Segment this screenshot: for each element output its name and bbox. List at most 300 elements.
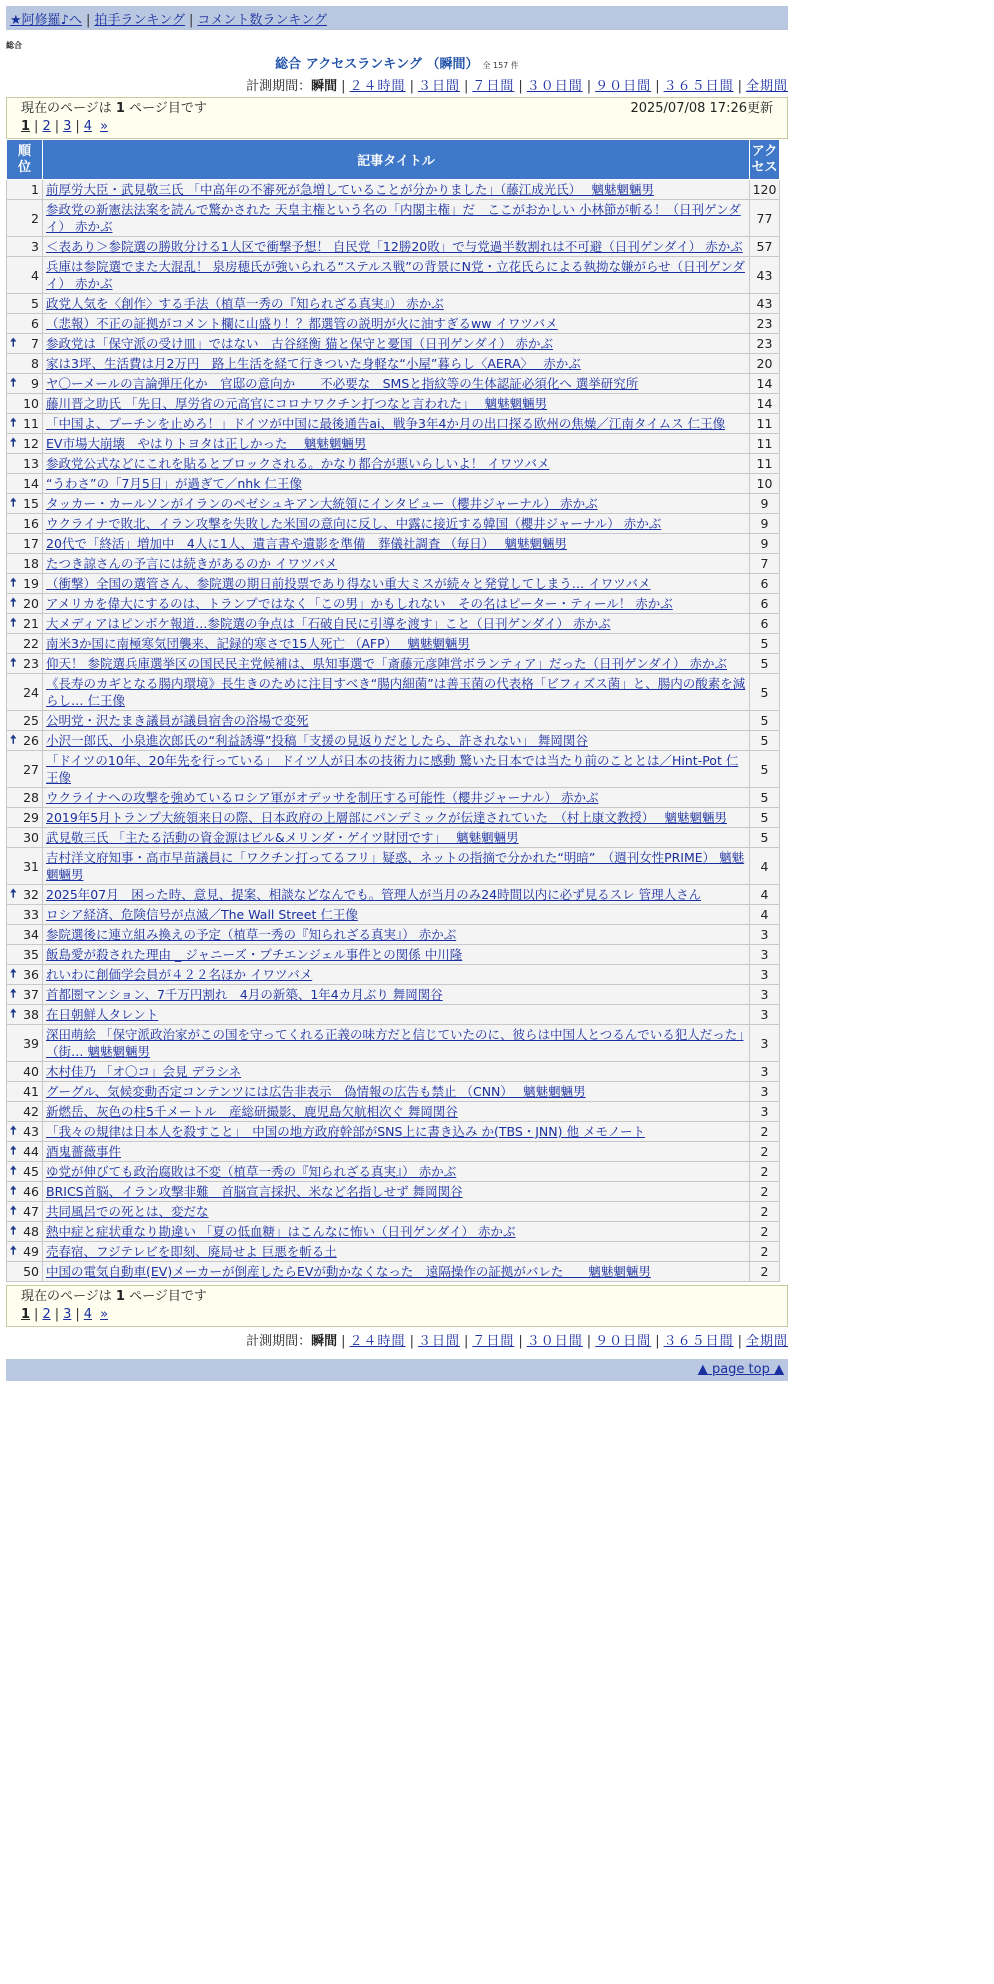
- table-row: [7, 848, 780, 885]
- title-cell: [43, 788, 750, 808]
- title-cell: [43, 925, 750, 945]
- rank-number: 6: [31, 316, 39, 331]
- table-row: [7, 474, 780, 494]
- rank-number: 34: [23, 927, 39, 942]
- rank-number: 21: [23, 616, 39, 631]
- rank-number: 49: [23, 1244, 39, 1259]
- page-link[interactable]: 3: [63, 1307, 72, 1322]
- period-link[interactable]: ３０日間: [526, 79, 583, 94]
- table-row: [7, 374, 780, 394]
- table-row: [7, 1102, 780, 1122]
- page-link[interactable]: »: [100, 1307, 109, 1322]
- period-current: 瞬間: [311, 1334, 338, 1349]
- article-link[interactable]: 新燃岳、灰色の柱5千メートル 産総研撮影、鹿児島欠航相次ぐ 舞岡関谷: [46, 1104, 458, 1119]
- article-link[interactable]: ロシア経済、危険信号が点滅／The Wall Street 仁王像: [46, 907, 358, 922]
- title-cell: [43, 965, 750, 985]
- period-link[interactable]: ３日間: [417, 1334, 460, 1349]
- access-count: 6: [750, 614, 780, 634]
- table-row: [7, 514, 780, 534]
- table-row: [7, 1122, 780, 1142]
- table-row: [7, 905, 780, 925]
- title-cell: [43, 1062, 750, 1082]
- article-link[interactable]: ウクライナへの攻撃を強めているロシア軍がオデッサを制圧する可能性（櫻井ジャーナル） 赤かぶ: [46, 790, 599, 805]
- rank-cell: [7, 965, 43, 985]
- article-link[interactable]: アメリカを偉大にするのは、トランプではなく「この男」かもしれない その名はピーター・ティール！ 赤かぶ: [46, 596, 673, 611]
- table-row: [7, 554, 780, 574]
- period-current: 瞬間: [311, 79, 338, 94]
- rank-cell: [7, 828, 43, 848]
- title-cell: [43, 414, 750, 434]
- access-count: 2: [750, 1162, 780, 1182]
- table-row: [7, 394, 780, 414]
- access-count: 2: [750, 1202, 780, 1222]
- article-link[interactable]: 仰天！ 参院選兵庫選挙区の国民民主党候補は、県知事選で「斎藤元彦陣営ボランティア」だった（日刊ゲンダイ） 赤かぶ: [46, 656, 727, 671]
- article-link[interactable]: 藤川晋之助氏 「先日、厚労省の元高官にコロナワクチン打つなと言われた」 魑魅魍魎男: [46, 396, 548, 411]
- rank-cell: [7, 674, 43, 711]
- access-count: 5: [750, 634, 780, 654]
- rank-number: 18: [23, 556, 39, 571]
- article-link[interactable]: タッカー・カールソンがイランのペゼシュキアン大統領にインタビュー（櫻井ジャーナル） 赤かぶ: [46, 496, 598, 511]
- rank-number: 2: [31, 210, 39, 226]
- rank-cell: [7, 334, 43, 354]
- rank-number: 4: [31, 267, 39, 283]
- title-cell: [43, 1202, 750, 1222]
- access-count: 9: [750, 494, 780, 514]
- title-cell: [43, 394, 750, 414]
- table-row: [7, 751, 780, 788]
- period-link[interactable]: ９０日間: [595, 1334, 652, 1349]
- table-row: [7, 711, 780, 731]
- rank-cell: [7, 354, 43, 374]
- article-link[interactable]: 《長寿のカギとなる腸内環境》長生きのために注目すべき“腸内細菌”は善玉菌の代表格「ビフィズス菌」と、腸内の酸素を減らし… 仁王像: [46, 676, 746, 708]
- period-selector-bottom: 計測期間：瞬間 | ２４時間 | ３日間 | ７日間 | ３０日間 | ９０日間 | ３６５日間 | 全期間: [246, 1334, 788, 1349]
- rank-cell: [7, 494, 43, 514]
- article-link[interactable]: 大メディアはピンボケ報道…参院選の争点は「石破自民に引導を渡す」こと（日刊ゲンダイ） 赤かぶ: [46, 616, 611, 631]
- article-link[interactable]: 兵庫は参院選でまた大混乱！ 泉房穂氏が強いられる“ステルス戦”の背景にN党・立花氏らによる執拗な嫌がらせ（日刊ゲンダイ） 赤かぶ: [46, 259, 745, 291]
- rank-number: 13: [23, 456, 39, 471]
- access-count: 14: [750, 394, 780, 414]
- title-cell: [43, 885, 750, 905]
- title-cell: [43, 1122, 750, 1142]
- rank-cell: [7, 614, 43, 634]
- article-link[interactable]: ゆ党が伸びても政治腐敗は不変（植草一秀の『知られざる真実』） 赤かぶ: [46, 1164, 457, 1179]
- title-cell: [43, 945, 750, 965]
- article-link[interactable]: 在日朝鮮人タレント: [46, 1007, 159, 1022]
- period-link[interactable]: ３日間: [417, 79, 460, 94]
- rank-cell: [7, 731, 43, 751]
- page-status-row: [21, 100, 773, 118]
- article-link[interactable]: 公明党・沢たまき議員が議員宿舎の浴場で変死: [46, 713, 309, 728]
- article-link[interactable]: 南米3か国に南極寒気団襲来、記録的寒さで15人死亡 （AFP） 魑魅魍魎男: [46, 636, 470, 651]
- rank-cell: [7, 1005, 43, 1025]
- up-arrow-icon: 🠅: [10, 435, 17, 449]
- rank-number: 25: [23, 713, 39, 728]
- rank-number: 27: [23, 761, 39, 777]
- table-row: [7, 1025, 780, 1062]
- access-count: 10: [750, 474, 780, 494]
- period-label: 計測期間：: [246, 1334, 312, 1349]
- article-link[interactable]: 吉村洋文府知事・高市早苗議員に「ワクチン打ってるフリ」疑惑、ネットの指摘で分かれた“明暗” （週刊女性PRIME） 魑魅魍魎男: [46, 850, 745, 882]
- article-link[interactable]: 中国の電気自動車(EV)メーカーが倒産したらEVが動かなくなった 遠隔操作の証拠がバレた 魑魅魍魎男: [46, 1264, 651, 1279]
- title-cell: [43, 1025, 750, 1062]
- up-arrow-icon: 🠅: [10, 986, 17, 1000]
- article-link[interactable]: 「我々の規律は日本人を殺すこと」 中国の地方政府幹部がSNS上に書き込み か(TBS・JNN) 他 メモノート: [46, 1124, 645, 1139]
- article-link[interactable]: 家は3坪、生活費は月2万円 路上生活を経て行きついた身軽な“小屋”暮らし〈AERA〉 赤かぶ: [46, 356, 581, 371]
- access-count: 77: [750, 200, 780, 237]
- rank-number: 16: [23, 516, 39, 531]
- updated-timestamp: 2025/07/08 17:26更新: [630, 101, 773, 116]
- up-arrow-icon: 🠅: [10, 655, 17, 669]
- table-row: [7, 594, 780, 614]
- table-row: [7, 885, 780, 905]
- title-cell: [43, 1222, 750, 1242]
- access-count: 2: [750, 1142, 780, 1162]
- page-link[interactable]: 4: [83, 119, 93, 134]
- up-arrow-icon: 🠅: [10, 1143, 17, 1157]
- article-link[interactable]: グーグル、気候変動否定コンテンツには広告非表示 偽情報の広告も禁止 （CNN） 魑魅魍魎男: [46, 1084, 586, 1099]
- article-link[interactable]: 2025年07月 困った時、意見、提案、相談などなんでも。管理人が当月のみ24時間以内に必ず見るスレ 管理人さん: [46, 887, 702, 902]
- table-row: [7, 1242, 780, 1262]
- rank-number: 5: [31, 296, 39, 311]
- rank-number: 40: [23, 1064, 39, 1079]
- rank-number: 8: [31, 356, 39, 371]
- rank-number: 26: [23, 733, 39, 748]
- title-cell: [43, 594, 750, 614]
- rank-cell: [7, 534, 43, 554]
- up-arrow-icon: 🠅: [10, 595, 17, 609]
- rank-number: 35: [23, 947, 39, 962]
- rank-cell: [7, 1102, 43, 1122]
- rank-number: 42: [23, 1104, 39, 1119]
- page-status: 現在のページは 1 ページ目です: [21, 101, 207, 116]
- rank-cell: [7, 788, 43, 808]
- article-link[interactable]: ヤ〇ーメールの言論弾圧化か 官邸の意向か 不必要な SMSと指紋等の生体認証必須化へ 選挙研究所: [46, 376, 639, 391]
- table-row: [7, 985, 780, 1005]
- page-link[interactable]: »: [100, 119, 109, 134]
- table-row: [7, 257, 780, 294]
- rank-number: 31: [23, 858, 39, 874]
- rank-cell: [7, 474, 43, 494]
- article-link[interactable]: 参院選後に連立組み換えの予定（植草一秀の『知られざる真実』） 赤かぶ: [46, 927, 457, 942]
- period-link[interactable]: 全期間: [745, 1334, 788, 1349]
- table-row: [7, 674, 780, 711]
- table-row: [7, 828, 780, 848]
- access-count: 5: [750, 674, 780, 711]
- article-link[interactable]: ウクライナで敗北、イラン攻撃を失敗した米国の意向に反し、中露に接近する韓国（櫻井ジャーナル） 赤かぶ: [46, 516, 662, 531]
- rank-cell: [7, 808, 43, 828]
- up-arrow-icon: 🠅: [10, 495, 17, 509]
- article-link[interactable]: （衝撃）全国の選管さん、参院選の期日前投票であり得ない重大ミスが続々と発覚してしまう… イワツバメ: [46, 576, 651, 591]
- article-link[interactable]: 「ドイツの10年、20年先を行っている」 ドイツ人が日本の技術力に感動 驚いた日本では当たり前のこととは／Hint-Pot 仁王像: [46, 753, 739, 785]
- article-link[interactable]: れいわに創価学会員が４２２名ほか イワツバメ: [46, 967, 313, 982]
- up-arrow-icon: 🠅: [10, 1203, 17, 1217]
- up-arrow-icon: 🠅: [10, 335, 17, 349]
- access-count: 6: [750, 594, 780, 614]
- title-cell: [43, 1102, 750, 1122]
- table-row: [7, 200, 780, 237]
- article-link[interactable]: 木村佳乃 「オ〇コ」会見 デラシネ: [46, 1064, 242, 1079]
- table-row: [7, 334, 780, 354]
- access-count: 14: [750, 374, 780, 394]
- rank-number: 50: [23, 1264, 39, 1279]
- access-count: 4: [750, 905, 780, 925]
- rank-number: 33: [23, 907, 39, 922]
- table-row: [7, 574, 780, 594]
- rank-cell: [7, 848, 43, 885]
- rank-number: 1: [31, 182, 39, 197]
- period-link[interactable]: ９０日間: [595, 79, 652, 94]
- rank-cell: [7, 1222, 43, 1242]
- page-link[interactable]: 2: [42, 119, 51, 134]
- article-link[interactable]: たつき諒さんの予言には続きがあるのか イワツバメ: [46, 556, 338, 571]
- access-count: 5: [750, 808, 780, 828]
- access-count: 5: [750, 731, 780, 751]
- period-link[interactable]: ７日間: [472, 79, 515, 94]
- article-link[interactable]: 酒鬼薔薇事件: [46, 1144, 122, 1159]
- table-row: [7, 534, 780, 554]
- rank-cell: [7, 554, 43, 574]
- article-link[interactable]: 共同風呂での死とは、変だな: [46, 1204, 209, 1219]
- rank-number: 11: [23, 416, 39, 431]
- article-link[interactable]: ＜表あり＞参院選の勝敗分ける1人区で衝撃予想！ 自民党「12勝20敗」で与党過半数割れは不可避（日刊ゲンダイ） 赤かぶ: [46, 239, 743, 254]
- table-row: [7, 180, 780, 200]
- period-link[interactable]: ３６５日間: [663, 1334, 734, 1349]
- period-link[interactable]: 全期間: [745, 79, 788, 94]
- rank-cell: [7, 1182, 43, 1202]
- access-count: 2: [750, 1122, 780, 1142]
- rank-number: 23: [23, 656, 39, 671]
- rank-cell: [7, 1162, 43, 1182]
- rank-number: 43: [23, 1124, 39, 1139]
- access-count: 3: [750, 965, 780, 985]
- access-count: 11: [750, 414, 780, 434]
- article-link[interactable]: 政党人気を〈創作〉する手法（植草一秀の『知られざる真実』） 赤かぶ: [46, 296, 444, 311]
- up-arrow-icon: 🠅: [10, 1243, 17, 1257]
- up-arrow-icon: 🠅: [10, 1223, 17, 1237]
- rank-cell: [7, 574, 43, 594]
- page-links: 1 | 2 | 3 | 4 »: [21, 1307, 109, 1322]
- access-count: 6: [750, 574, 780, 594]
- article-link[interactable]: EV市場大崩壊 やはりトヨタは正しかった 魑魅魍魎男: [46, 436, 367, 451]
- access-count: 3: [750, 1102, 780, 1122]
- title-cell: [43, 1005, 750, 1025]
- access-count: 3: [750, 1005, 780, 1025]
- rank-cell: [7, 634, 43, 654]
- article-link[interactable]: BRICS首脳、イラン攻撃非難 首脳宣言採択、米など名指しせず 舞岡関谷: [46, 1184, 463, 1199]
- article-link[interactable]: （悲報）不正の証拠がコメント欄に山盛り！？都選管の説明が火に油すぎるww イワツバメ: [46, 316, 558, 331]
- access-count: 43: [750, 294, 780, 314]
- article-link[interactable]: 飯島愛が殺された理由 _ ジャニーズ・プチエンジェル事件との関係 中川隆: [46, 947, 463, 962]
- table-row: [7, 945, 780, 965]
- title-cell: [43, 808, 750, 828]
- title-cell: [43, 614, 750, 634]
- table-row: [7, 925, 780, 945]
- title-cell: [43, 1242, 750, 1262]
- table-row: [7, 731, 780, 751]
- table-row: [7, 634, 780, 654]
- rank-number: 37: [23, 987, 39, 1002]
- article-link[interactable]: 深田萌絵 「保守派政治家がこの国を守ってくれる正義の味方だと信じていたのに、彼らは中国人とつるんでいる犯人だった」（街… 魑魅魍魎男: [46, 1027, 744, 1059]
- rank-number: 3: [31, 239, 39, 254]
- period-link[interactable]: ３０日間: [526, 1334, 583, 1349]
- rank-cell: [7, 374, 43, 394]
- rank-cell: [7, 200, 43, 237]
- rank-cell: [7, 1242, 43, 1262]
- page-link[interactable]: 2: [42, 1307, 51, 1322]
- page-status-row: [21, 1288, 773, 1306]
- up-arrow-icon: 🠅: [10, 966, 17, 980]
- title-cell: [43, 334, 750, 354]
- up-arrow-icon: 🠅: [10, 1183, 17, 1197]
- table-row: [7, 1005, 780, 1025]
- rank-cell: [7, 314, 43, 334]
- table-row: [7, 1062, 780, 1082]
- title-cell: [43, 1142, 750, 1162]
- rank-number: 22: [23, 636, 39, 651]
- article-link[interactable]: 武見敬三氏 「主たる活動の資金源はビル&メリンダ・ゲイツ財団です」 魑魅魍魎男: [46, 830, 519, 845]
- title-cell: [43, 534, 750, 554]
- access-count: 5: [750, 751, 780, 788]
- current-page-number: 1: [115, 101, 125, 116]
- rank-cell: [7, 394, 43, 414]
- page-link-current: 1: [21, 1307, 31, 1322]
- title-cell: [43, 237, 750, 257]
- page-link[interactable]: 4: [83, 1307, 93, 1322]
- rank-cell: [7, 257, 43, 294]
- access-count: 23: [750, 334, 780, 354]
- rank-cell: [7, 1262, 43, 1282]
- up-arrow-icon: 🠅: [10, 375, 17, 389]
- title-cell: [43, 905, 750, 925]
- comment-ranking-link[interactable]: コメント数ランキング: [197, 13, 327, 28]
- title-cell: [43, 751, 750, 788]
- table-row: [7, 1182, 780, 1202]
- access-count: 2: [750, 1182, 780, 1202]
- access-count: 5: [750, 711, 780, 731]
- title-cell: [43, 294, 750, 314]
- article-link[interactable]: 2019年5月トランプ大統領来日の際、日本政府の上層部にパンデミックが伝達されていた （村上康文教授） 魑魅魍魎男: [46, 810, 727, 825]
- table-row: [7, 454, 780, 474]
- access-count: 9: [750, 534, 780, 554]
- page-link-current: 1: [21, 119, 31, 134]
- period-link[interactable]: ３６５日間: [663, 79, 734, 94]
- article-link[interactable]: 20代で「終活」増加中 4人に1人、遺言書や遺影を準備 葬儀社調査 （毎日） 魑魅魍魎男: [46, 536, 568, 551]
- page-title-row: [0, 53, 794, 72]
- page-status: 現在のページは 1 ページ目です: [21, 1289, 207, 1304]
- title-cell: [43, 354, 750, 374]
- rank-cell: [7, 414, 43, 434]
- access-count: 2: [750, 1242, 780, 1262]
- access-count: 120: [750, 180, 780, 200]
- applause-ranking-link[interactable]: 拍手ランキング: [94, 13, 185, 28]
- period-link[interactable]: ２４時間: [349, 79, 406, 94]
- access-count: 2: [750, 1222, 780, 1242]
- total-count: 全 157 件: [482, 61, 519, 70]
- title-cell: [43, 711, 750, 731]
- table-row: [7, 1222, 780, 1242]
- article-link[interactable]: 首都圏マンション、7千万円割れ 4月の新築、1年4カ月ぶり 舞岡関谷: [46, 987, 443, 1002]
- rank-cell: [7, 294, 43, 314]
- title-cell: [43, 574, 750, 594]
- table-row: [7, 494, 780, 514]
- pagination-box-bottom: [6, 1285, 788, 1327]
- access-count: 2: [750, 1262, 780, 1282]
- title-cell: [43, 494, 750, 514]
- page-title: 総合 アクセスランキング （瞬間）: [275, 57, 479, 72]
- title-cell: [43, 454, 750, 474]
- rank-cell: [7, 1142, 43, 1162]
- period-label: 計測期間：: [246, 79, 312, 94]
- rank-cell: [7, 1202, 43, 1222]
- rank-cell: [7, 751, 43, 788]
- table-row: [7, 314, 780, 334]
- section-label: 総合: [6, 41, 22, 50]
- table-row: [7, 354, 780, 374]
- access-count: 11: [750, 454, 780, 474]
- article-link[interactable]: 参政党公式などにこれを貼るとブロックされる。かなり都合が悪いらしいよ！ イワツバメ: [46, 456, 550, 471]
- pagination-box-top: [6, 97, 788, 139]
- access-count: 3: [750, 1025, 780, 1062]
- rank-cell: [7, 711, 43, 731]
- title-header: 記事タイトル: [43, 140, 750, 180]
- up-arrow-icon: 🠅: [10, 575, 17, 589]
- up-arrow-icon: 🠅: [10, 1123, 17, 1137]
- article-link[interactable]: 参政党の新憲法法案を読んで驚かされた 天皇主権という名の「内閣主権」だ ここがおかしい 小林節が斬る！（日刊ゲンダイ） 赤かぶ: [46, 202, 741, 234]
- rank-number: 12: [23, 436, 39, 451]
- page-top-link[interactable]: ▲ page top ▲: [697, 1362, 784, 1377]
- rank-cell: [7, 434, 43, 454]
- article-link[interactable]: 熱中症と症状重なり勘違い 「夏の低血糖」はこんなに怖い（日刊ゲンダイ） 赤かぶ: [46, 1224, 516, 1239]
- table-row: [7, 294, 780, 314]
- page-link[interactable]: 3: [63, 119, 72, 134]
- table-row: [7, 808, 780, 828]
- access-count: 5: [750, 828, 780, 848]
- rank-number: 46: [23, 1184, 39, 1199]
- rank-cell: [7, 594, 43, 614]
- title-cell: [43, 434, 750, 454]
- access-count: 11: [750, 434, 780, 454]
- table-row: [7, 1142, 780, 1162]
- rank-number: 38: [23, 1007, 39, 1022]
- period-link[interactable]: ７日間: [472, 1334, 515, 1349]
- rank-number: 45: [23, 1164, 39, 1179]
- article-link[interactable]: 「中国よ、プーチンを止めろ！」ドイツが中国に最後通告ai、戦争3年4か月の出口探る欧州の焦燥／江南タイムス 仁王像: [46, 416, 726, 431]
- title-cell: [43, 1262, 750, 1282]
- rank-number: 36: [23, 967, 39, 982]
- rank-cell: [7, 654, 43, 674]
- rank-number: 30: [23, 830, 39, 845]
- access-count: 57: [750, 237, 780, 257]
- table-row: [7, 788, 780, 808]
- rank-cell: [7, 514, 43, 534]
- rank-number: 20: [23, 596, 39, 611]
- article-link[interactable]: “うわさ”の「7月5日」が過ぎて／nhk 仁王像: [46, 476, 302, 491]
- article-link[interactable]: 小沢一郎氏、小泉進次郎氏の“利益誘導”投稿「支援の見返りだとしたら、許されない」 舞岡関谷: [46, 733, 588, 748]
- title-cell: [43, 848, 750, 885]
- rank-number: 41: [23, 1084, 39, 1099]
- table-row: [7, 1262, 780, 1282]
- rank-number: 28: [23, 790, 39, 805]
- article-link[interactable]: 参政党は「保守派の受け皿」ではない 古谷経衡 猫と保守と憂国（日刊ゲンダイ） 赤かぶ: [46, 336, 553, 351]
- home-link[interactable]: ★阿修羅♪へ: [10, 13, 82, 28]
- title-cell: [43, 554, 750, 574]
- period-link[interactable]: ２４時間: [349, 1334, 406, 1349]
- rank-number: 39: [23, 1035, 39, 1051]
- rank-header: 順位: [7, 140, 43, 180]
- article-link[interactable]: 売春宿、フジテレビを即刻、廃局せよ 巨悪を斬る土: [46, 1244, 337, 1259]
- rank-cell: [7, 1082, 43, 1102]
- article-link[interactable]: 前厚労大臣・武見敬三氏 「中高年の不審死が急増していることが分かりました」（藤江成光氏） 魑魅魍魎男: [46, 182, 654, 197]
